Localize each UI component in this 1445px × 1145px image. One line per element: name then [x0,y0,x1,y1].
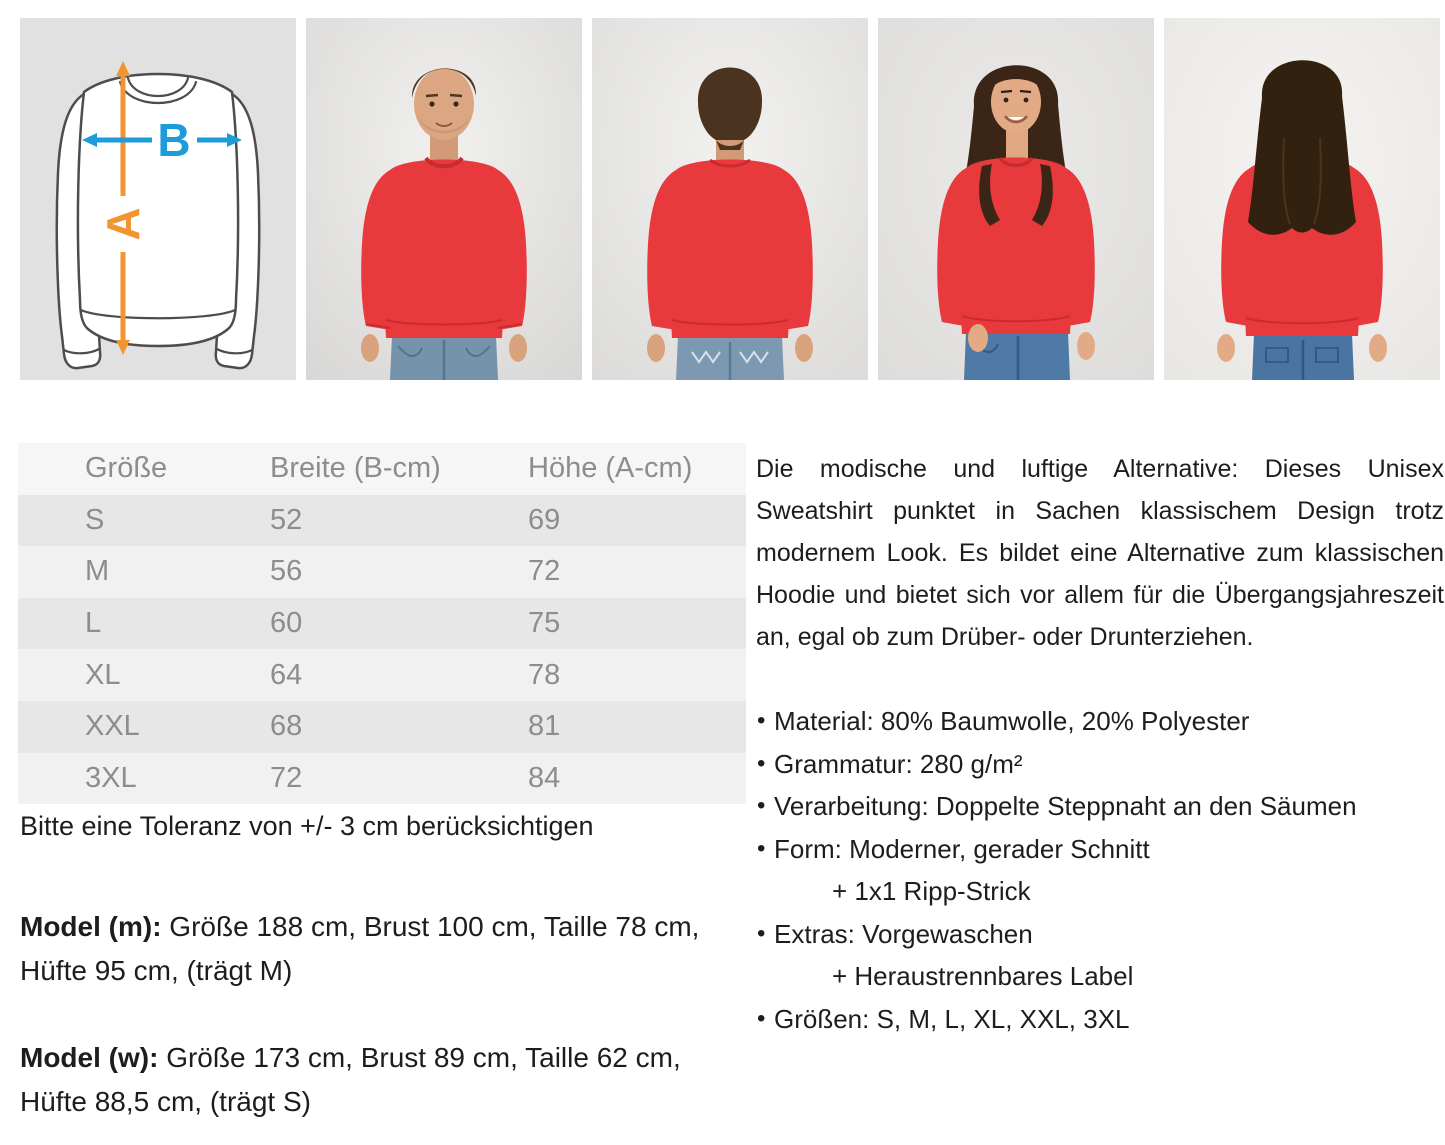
size-table-cell: 3XL [85,761,137,794]
size-table-row [18,753,746,805]
feature-text: Material: 80% Baumwolle, 20% Polyester [774,706,1250,736]
size-table-cell: XXL [85,710,140,743]
height-label: A [97,207,149,241]
tolerance-note: Bitte eine Toleranz von +/- 3 cm berücksichtigen [20,811,594,841]
size-table-header [18,443,746,495]
size-table-cell: 52 [270,503,303,536]
model-w-label: Model (w): [20,1042,159,1073]
man-back-illustration [592,18,868,380]
feature-item [756,743,1444,786]
product-description: Die modische und luftige Alternative: Dieses Unisex Sweatshirt punktet in Sachen klassischem Design trotz modernem Look. Es bildet eine Alternative zum klassischen Hoodie und bietet sich vor allem für die Übergangsjahreszeit an, egal ob zum Drüber- oder Drunterziehen. [756,455,1444,651]
feature-item [756,913,1444,998]
woman-front-illustration [878,18,1154,380]
width-label: B [157,114,191,166]
feature-item [756,785,1444,828]
size-table-cell: L [85,607,102,640]
size-table [18,443,746,804]
size-table-row [18,649,746,701]
size-table-cell: 72 [270,761,303,794]
feature-item [756,828,1444,913]
feature-text: Extras: Vorgewaschen [774,918,1033,949]
size-table-cell: M [85,555,110,588]
woman-back-illustration [1164,18,1440,380]
features-list [756,700,1444,1040]
size-diagram-illustration [20,18,296,380]
feature-text: Form: Moderner, gerader Schnitt [774,833,1150,864]
size-table-rows [18,495,746,805]
size-table-cell: 69 [528,503,561,536]
size-table-row [18,546,746,598]
feature-continuation: + Heraustrennbares Label [832,961,1134,991]
size-table-cell: S [85,503,105,536]
size-table-row [18,495,746,547]
size-table-cell: 56 [270,555,303,588]
feature-text: Verarbeitung: Doppelte Steppnaht an den Säumen [774,791,1357,821]
size-table-cell: 64 [270,658,303,691]
size-table-header-breite: Breite (B-cm) [270,452,441,485]
size-table-row [18,701,746,753]
product-details [756,448,1444,1040]
photo-woman-front [878,18,1154,380]
size-table-cell: 72 [528,555,561,588]
product-gallery [20,18,1440,380]
size-table-cell: 84 [528,761,561,794]
size-table-row [18,598,746,650]
model-m-label: Model (m): [20,911,162,942]
size-table-cell: 78 [528,658,561,691]
feature-text: Grammatur: 280 g/m² [774,748,1023,779]
man-front-illustration [306,18,582,380]
feature-continuation: + 1x1 Ripp-Strick [832,876,1031,906]
model-m-text: Größe 188 cm, Brust 100 cm, Taille 78 cm, Hüfte 95 cm, (trägt M) [20,911,700,986]
photo-woman-back [1164,18,1440,380]
size-table-cell: 60 [270,607,303,640]
size-table-cell: 68 [270,710,303,743]
size-diagram-panel [20,18,296,380]
model-w-info [20,1036,740,1124]
size-table-cell: XL [85,658,121,691]
photo-man-back [592,18,868,380]
model-w-text: Größe 173 cm, Brust 89 cm, Taille 62 cm, Hüfte 88,5 cm, (trägt S) [20,1042,681,1117]
feature-item [756,998,1444,1041]
size-table-header-hoehe: Höhe (A-cm) [528,452,693,485]
size-table-cell: 81 [528,710,561,743]
photo-man-front [306,18,582,380]
model-m-info [20,905,740,993]
feature-item [756,700,1444,743]
size-table-header-groesse: Größe [85,452,168,485]
size-table-cell: 75 [528,607,561,640]
feature-text: Größen: S, M, L, XL, XXL, 3XL [774,1003,1130,1034]
